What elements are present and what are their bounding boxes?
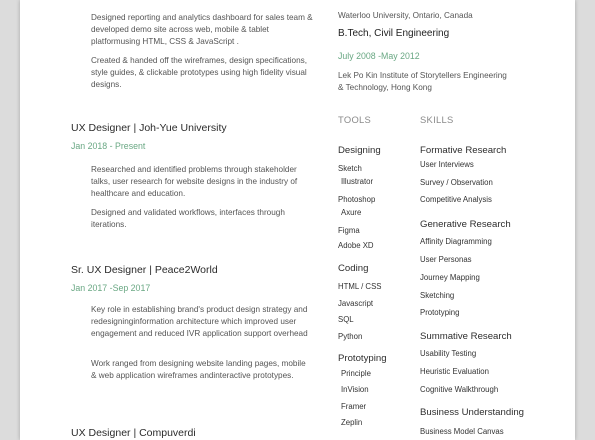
- job-description-paragraph: Designed and validated workflows, interfaces through iterations.: [91, 208, 285, 230]
- tool-item: Figma: [338, 226, 360, 235]
- tool-item: Illustrator: [341, 177, 374, 186]
- job-title: UX Designer | Joh-Yue University: [71, 122, 227, 134]
- tool-item: SQL: [338, 315, 354, 324]
- tool-item: Principle: [341, 369, 371, 378]
- job-date: Jan 2017 -Sep 2017: [71, 283, 151, 293]
- education-institution: Waterloo University, Ontario, Canada: [338, 11, 473, 20]
- tool-item: InVision: [341, 385, 369, 394]
- job-description-paragraph: Created & handed off the wireframes, design specifications, style guides, & clickable prototypes using high fidelity visual designs.: [91, 56, 308, 90]
- skill-item: Competitive Analysis: [420, 195, 492, 204]
- job-title: Sr. UX Designer | Peace2World: [71, 264, 218, 276]
- skill-item: Business Model Canvas: [420, 427, 504, 436]
- tool-item: Javascript: [338, 299, 374, 308]
- skills-group-title: Generative Research: [420, 219, 511, 230]
- job-description-paragraph: Researched and identified problems through stakeholder talks, user research for website designs in the industry of healthcare and education.: [91, 165, 298, 199]
- education-date: July 2008 -May 2012: [338, 51, 420, 61]
- education-degree: B.Tech, Civil Engineering: [338, 28, 450, 39]
- skill-item: Survey / Observation: [420, 178, 493, 187]
- skills-group-title: Business Understanding: [420, 407, 524, 418]
- skills-group-title: Formative Research: [420, 145, 507, 156]
- tool-item: HTML / CSS: [338, 282, 382, 291]
- skill-item: User Personas: [420, 255, 472, 264]
- skill-item: Journey Mapping: [420, 273, 480, 282]
- tools-group-title: Coding: [338, 263, 369, 274]
- tool-item: Zeplin: [341, 418, 363, 427]
- education-institution: Lek Po Kin Institute of Storytellers Engineering & Technology, Hong Kong: [338, 71, 507, 93]
- tool-item: Photoshop: [338, 195, 376, 204]
- skill-item: Affinity Diagramming: [420, 237, 492, 246]
- skill-item: Heuristic Evaluation: [420, 367, 489, 376]
- tool-item: Framer: [341, 402, 367, 411]
- skill-item: Cognitive Walkthrough: [420, 385, 499, 394]
- skills-group-title: Summative Research: [420, 331, 512, 342]
- job-description-paragraph: Key role in establishing brand's product design strategy and redesigninginformation architecture which improved user engagement and reduced IVR application support overhead: [91, 305, 308, 339]
- tools-group-title: Prototyping: [338, 353, 387, 364]
- skills-heading: SKILLS: [420, 114, 454, 125]
- tool-item: Adobe XD: [338, 241, 374, 250]
- skill-item: Prototyping: [420, 308, 460, 317]
- job-description-paragraph: Work ranged from designing website landing pages, mobile & web application wireframes andinteractive prototypes.: [91, 359, 306, 381]
- tools-group-title: Designing: [338, 145, 381, 156]
- tool-item: Sketch: [338, 164, 362, 173]
- skill-item: User Interviews: [420, 160, 474, 169]
- job-title: UX Designer | Compuverdi: [71, 427, 196, 439]
- tools-heading: TOOLS: [338, 114, 372, 125]
- skill-item: Usability Testing: [420, 349, 477, 358]
- tool-item: Python: [338, 332, 363, 341]
- job-date: Jan 2018 - Present: [71, 141, 146, 151]
- tool-item: Axure: [341, 208, 362, 217]
- job-description-paragraph: Designed reporting and analytics dashboard for sales team & developed demo site across web, mobile & tablet platformusing HTML, CSS & JavaScript .: [91, 13, 313, 47]
- skill-item: Sketching: [420, 291, 455, 300]
